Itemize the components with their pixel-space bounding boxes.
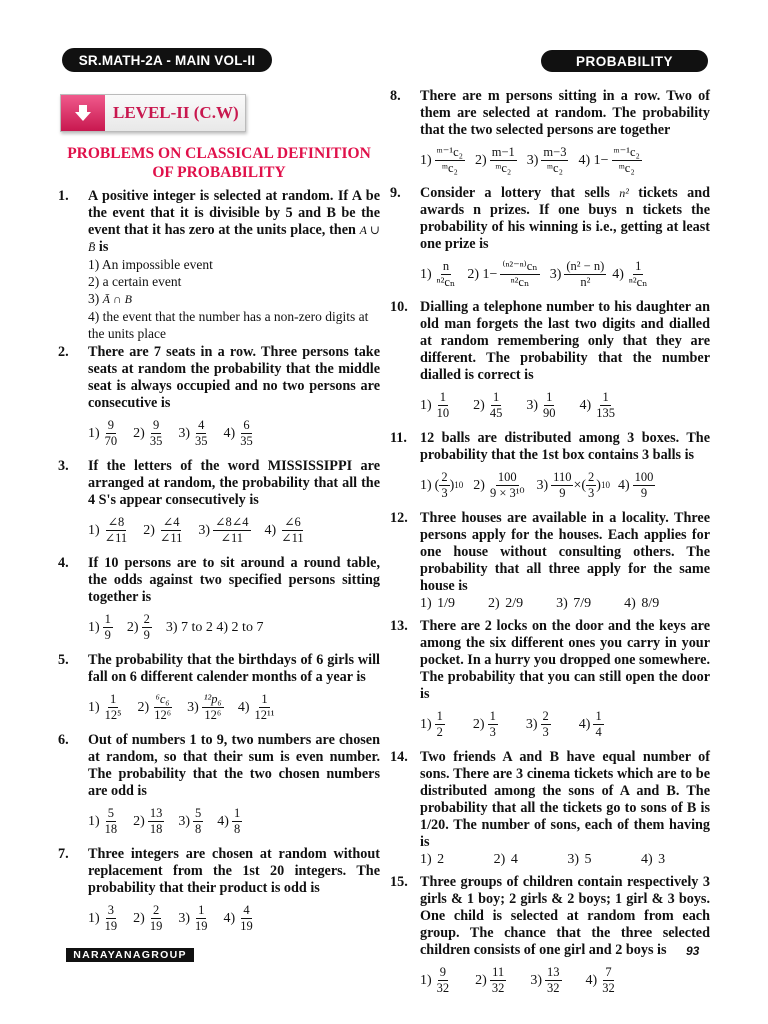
question-6: 6. Out of numbers 1 to 9, two numbers are chosen at random, so that their sum is even number. The probability that the two chosen numbers are odd is 1) $\frac{5}{18}$ 2) $\frac{13}{18}$ 3) $\frac{5}{8}$ 4) $\frac{1}{8}$	[58, 732, 380, 836]
header-chapter: PROBABILITY	[541, 50, 708, 72]
header-title: SR.MATH-2A - MAIN VOL-II	[62, 48, 272, 72]
section-title: PROBLEMS ON CLASSICAL DEFINITION OF PROBABILITY	[67, 145, 371, 181]
question-11: 11. 12 balls are distributed among 3 boxes. The probability that the 1st box contains 3 balls is 1) ( $\frac{2}{3}$ ) 10 2) $\frac{100}{\text{9 × 3¹⁰}}$ 3) $\frac{110}{9}$ × ( $\frac{2}{3}$ ) 10 4) $\frac{100}{9}$	[390, 430, 710, 500]
footer-brand: NARAYANAGROUP	[66, 948, 194, 962]
question-5: 5. The probability that the birthdays of 6 girls will fall on 6 different calender months of a year is 1) $\frac{1}{\text{12⁵}}$ 2) $\frac{\text{⁶c₆}}{\text{12⁶}}$ 3) $\frac{\text{¹²p₆}}{\text{12⁶}}$ 4) $\frac{1}{\text{12¹¹}}$	[58, 652, 380, 722]
question-14: 14. Two friends A and B have equal number of sons. There are 3 cinema tickets which are to be distributed among the sons of A and B. The probability that all the tickets go to sons of B is 1/20. The number of sons, each of them having is 1) 2 2) 4 3) 5 4) 3	[390, 749, 710, 867]
down-arrow-icon	[61, 95, 105, 131]
question-7: 7. Three integers are chosen at random without replacement from the 1st 20 integers. The probability that their product is odd is 1) $\frac{3}{19}$ 2) $\frac{2}{19}$ 3) $\frac{1}{19}$ 4) $\frac{4}{19}$	[58, 846, 380, 933]
page-number: 93	[686, 944, 700, 958]
level-banner	[60, 94, 246, 132]
question-8: 8. There are m persons sitting in a row. Two of them are selected at random. The probability that the two selected persons are together 1) $\frac{\text{ᵐ⁻¹c₂}}{\text{ᵐc₂}}$ 2) $\frac{m-1}{\text{ᵐc₂}}$ 3) $\frac{m-3}{\text{ᵐc₂}}$ 4) 1− $\frac{\text{ᵐ⁻¹c₂}}{\text{ᵐc₂}}$	[390, 88, 710, 175]
question-9: 9. Consider a lottery that sells n² tickets and awards n prizes. If one buys n tickets the probability of his winning is i.e., getting at least one prize is 1) $\frac{n}{\text{ⁿ²cₙ}}$ 2) 1− $\frac{\text{⁽ⁿ²⁻ⁿ⁾cₙ}}{\text{ⁿ²cₙ}}$ 3) $\frac{\text{(n² − n)}}{\text{n²}}$ 4) $\frac{1}{\text{ⁿ²cₙ}}$	[390, 185, 711, 289]
right-column	[390, 88, 710, 1005]
question-15: 15. Three groups of children contain respectively 3 girls & 1 boy; 2 girls & 2 boys; 1 girl & 3 boys. One child is selected at random from each group. The chance that the three selected children consists of one girl and 2 boys is 1) $\frac{9}{32}$ 2) $\frac{11}{32}$ 3) $\frac{13}{32}$ 4) $\frac{7}{32}$	[390, 874, 710, 995]
question-12: 12. Three houses are available in a locality. Three persons apply for the houses. Each applies for one house without consulting others. The probability that all three apply for the same house is 1) 1/9 2) 2/9 3) 7/9 4) 8/9	[390, 510, 710, 611]
question-13: 13. There are 2 locks on the door and the keys are among the six different ones you carry in your pocket. In a hurry you dropped one somewhere. The probability that you can still open the door is 1) $\frac{1}{2}$ 2) $\frac{1}{3}$ 3) $\frac{2}{3}$ 4) $\frac{1}{4}$	[390, 618, 710, 739]
question-3: 3. If the letters of the word MISSISSIPPI are arranged at random, the probability that all the 4 S's appear consecutively is 1) $\frac{\angle 8}{\angle 11}$ 2) $\frac{\angle 4}{\angle 11}$ 3) $\frac{\angle 8\angle 4}{\angle 11}$ 4) $\frac{\angle 6}{\angle 11}$	[58, 458, 380, 545]
left-column	[58, 88, 380, 943]
question-4: 4. If 10 persons are to sit around a round table, the odds against two specified persons sitting together is 1) $\frac{1}{9}$ 2) $\frac{2}{9}$ 3) 7 to 2 4) 2 to 7	[58, 555, 380, 642]
question-2: 2. There are 7 seats in a row. Three persons take seats at random the probability that the middle seat is always occupied and no two persons are consecutive is 1) $\frac{9}{70}$ 2) $\frac{9}{35}$ 3) $\frac{4}{35}$ 4) $\frac{6}{35}$	[58, 344, 380, 448]
question-10: 10. Dialling a telephone number to his daughter an old man forgets the last two digits and dialled at random remembering only that they are different. The probability that the number dialled is correct is 1) $\frac{1}{10}$ 2) $\frac{1}{45}$ 3) $\frac{1}{90}$ 4) $\frac{1}{135}$	[390, 299, 710, 420]
level-label: LEVEL-II (C.W)	[113, 103, 239, 122]
question-1: 1. A positive integer is selected at random. If A be the event that it is divisible by 5 and B be the event that it has zero at the units place, then A ∪ B̄ is 1) An impossible event 2) a certain event 3) Ā ∩ B 4) the event that the number has a non-zero digits at the units place	[58, 188, 381, 341]
